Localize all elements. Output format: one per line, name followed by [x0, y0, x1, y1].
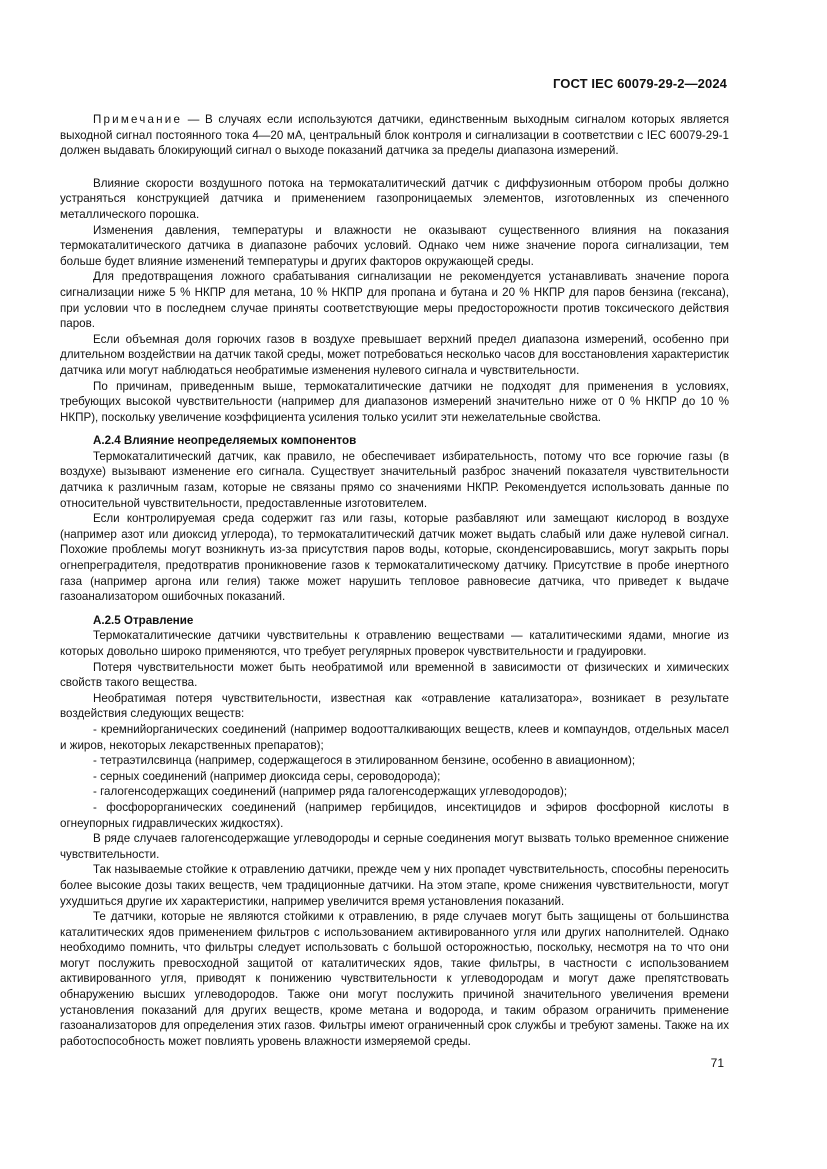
- intro-paragraph: Влияние скорости воздушного потока на термокаталитический датчик с диффузионным отбором пробы должно устраняться конструкцией датчика и применением газопроницаемых элементов, изготовленных из спеченного металлического порошка.: [60, 176, 729, 221]
- intro-paragraph: Изменения давления, температуры и влажности не оказывают существенного влияния на показания термокаталитического датчика в диапазоне рабочих условий. Однако чем ниже значение порога сигнализации, тем больше будет влияние изменений температуры и других факторов окружающей среды.: [60, 223, 729, 268]
- section-paragraph: Термокаталитический датчик, как правило, не обеспечивает избирательность, потому что все горючие газы (в воздухе) вызывают изменение его сигнала. Существует значительный разброс значений показателя чувствительности датчика к различным газам, которые не связаны прямо со значениями НКПР. Рекомендуется использовать данные по относительной чувствительности, предоставленные изготовителем.: [60, 449, 729, 510]
- list-item: - фосфорорганических соединений (например гербицидов, инсектицидов и эфиров фосфорной кислоты в огнеупорных гидравлических жидкостях).: [60, 800, 729, 830]
- section-paragraph: Необратимая потеря чувствительности, известная как «отравление катализатора», возникает в результате воздействия следующих веществ:: [60, 691, 729, 721]
- section-paragraph: Так называемые стойкие к отравлению датчики, прежде чем у них пропадет чувствительность, способны переносить более высокие дозы таких веществ, чем традиционные датчики. На этом этапе, кроме снижения чувствительности, могут ухудшиться другие их характеристики, например увеличится время установления показаний.: [60, 863, 729, 908]
- section-paragraph: Потеря чувствительности может быть необратимой или временной в зависимости от физических и химических свойств такого вещества.: [60, 660, 729, 690]
- note-paragraph: [60, 112, 729, 159]
- intro-paragraph: По причинам, приведенным выше, термокаталитические датчики не подходят для применения в условиях, требующих высокой чувствительности (например для диапазонов измерений значительно ниже от 0 % НКПР до 10 % НКПР), поскольку увеличение коэффициента усиления только усилит эти нежелательные свойства.: [60, 379, 729, 424]
- page-body: [60, 112, 729, 1049]
- document-header: ГОСТ IEC 60079-29-2—2024: [552, 76, 727, 91]
- section-paragraph: Если контролируемая среда содержит газ или газы, которые разбавляют или замещают кислород в воздухе (например азот или диоксид углерода), то термокаталитический датчик может выдать слабый или даже нулевой сигнал. Похожие проблемы могут возникнуть из-за присутствия паров воды, которые, сконденсировавшись, могут закрыть поры огнепреградителя, предотвратив проникновение газов к термокаталитическому датчику. Присутствие в пробе инертного газа (например аргона или гелия) также может нарушить тепловое равновесие датчика, что приведет к выдаче газоанализатором ошибочных показаний.: [60, 512, 729, 604]
- note-label: Примечание: [93, 113, 183, 126]
- section-paragraph: В ряде случаев галогенсодержащие углеводороды и серные соединения могут вызвать только временное снижение чувствительности.: [60, 832, 729, 861]
- intro-paragraph: Для предотвращения ложного срабатывания сигнализации не рекомендуется устанавливать значение порога сигнализации ниже 5 % НКПР для метана, 10 % НКПР для пропана и бутана и 20 % НКПР для паров бензина (гексана), при условии что в последнем случае приняты соответствующие меры предосторожности против токсического действия паров.: [60, 270, 729, 331]
- note-text: — В случаях если используются датчики, единственным выходным сигналом которых является выходной сигнал постоянного тока 4—20 мА, центральный блок контроля и сигнализации в соответствии с IEC 60079-29-1 должен выдавать блокирующий сигнал о выходе показаний датчика за пределы диапазона измерений.: [60, 113, 729, 158]
- list-item: - галогенсодержащих соединений (например ряда галогенсодержащих углеводородов);: [93, 785, 568, 799]
- section-paragraph: Те датчики, которые не являются стойкими к отравлению, в ряде случаев могут быть защищены от большинства каталитических ядов применением фильтров с использованием активированного угля или других наполнителей. Однако необходимо помнить, что фильтры следует использовать с большой осторожностью, поскольку, несмотря на то что они могут послужить превосходной защитой от каталитических ядов, такие фильтры, в частности с использованием активированного угля, приводят к понижению чувствительности к углеводородам и могут даже препятствовать обнаружению высших углеводородов. Также они могут послужить причиной значительного увеличения времени установления показаний для других веществ, кроме метана и водорода, и таким образом ограничить применение газоанализаторов для определения этих газов. Фильтры имеют ограниченный срок службы и требуют замены. Также на их работоспособность может повлиять уровень влажности измеряемой среды.: [60, 910, 729, 1048]
- section-paragraph: Термокаталитические датчики чувствительны к отравлению веществами — каталитическими ядами, многие из которых довольно широко применяются, что требует регулярных проверок чувствительности и градуировки.: [60, 629, 729, 658]
- section-heading-a25: А.2.5 Отравление: [93, 613, 194, 627]
- page-number: 71: [710, 1056, 724, 1070]
- section-heading-a24: А.2.4 Влияние неопределяемых компонентов: [93, 434, 357, 448]
- list-item: - кремнийорганических соединений (например водоотталкивающих веществ, клеев и компаундов, отдельных масел и жиров, некоторых лекарственных препаратов);: [60, 722, 729, 752]
- intro-paragraph: Если объемная доля горючих газов в воздухе превышает верхний предел диапазона измерений, особенно при длительном воздействии на датчик такой среды, может потребоваться несколько часов для восстановления характеристик датчика или могут наблюдаться необратимые изменения нулевого сигнала и чувствительности.: [60, 332, 729, 377]
- list-item: - тетраэтилсвинца (например, содержащегося в этилированном бензине, особенно в авиационном);: [93, 754, 636, 768]
- list-item: - серных соединений (например диоксида серы, сероводорода);: [93, 769, 441, 783]
